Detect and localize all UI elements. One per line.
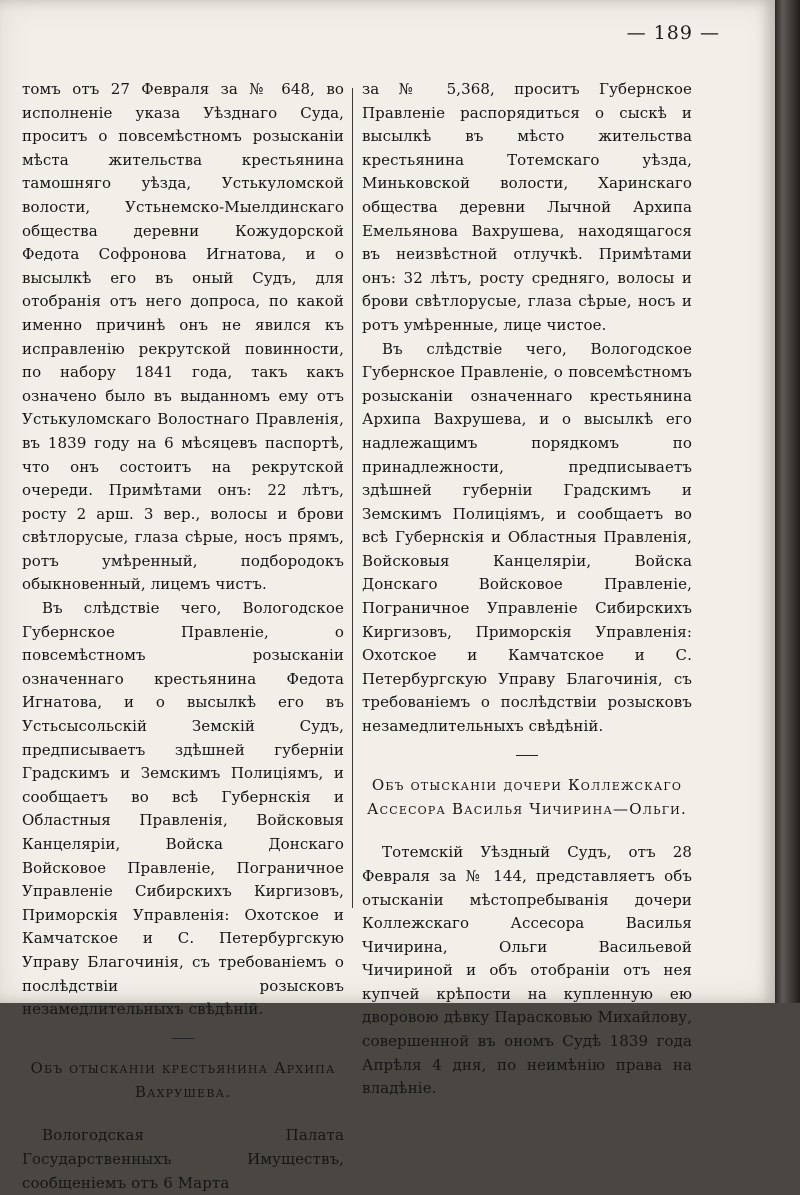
left-column — [22, 78, 344, 1195]
right-column — [362, 78, 692, 1101]
right-paragraph-2: Въ слѣдствіе чего, Вологодское Губернское Правленіе, о повсемѣстномъ розысканіи означеннаго крестьянина Архипа Вахрушева, и о высылкѣ его надлежащимъ порядкомъ по принадлежности, предписываетъ здѣшней губерніи Градскимъ и Земскимъ Полиціямъ, и сообщаетъ во всѣ Губернскія и Областныя Правленія, Войсковыя Канцеляріи, Войска Донскаго Войсковое Правленіе, Пограничное Управленіе Сибирскихъ Киргизовъ, Приморскія Управленія: Охотское и Камчатское и С. Петербургскую Управу Благочинія, съ требованіемъ о послѣдствіи розысковъ незамедлительныхъ свѣдѣній. — [362, 339, 692, 736]
section-divider — [516, 755, 538, 757]
left-paragraph-3: Вологодская Палата Государственныхъ Имуществъ, сообщеніемъ отъ 6 Марта — [22, 1126, 344, 1192]
right-paragraph-3: Тотемскій Уѣздный Судъ, отъ 28 Февраля за № 144, представляетъ объ отысканіи мѣстопребыванія дочери Коллежскаго Ассесора Василья Чичирина, Ольги Васильевой Чичириной и объ отобраніи отъ нея купчей крѣпости на купленную ею дворовою дѣвку Парасковью Михайлову, совершенной въ ономъ Судѣ 1839 года Апрѣля 4 дня, по неимѣнію права на владѣніе. — [362, 843, 692, 1098]
section-divider — [172, 1038, 194, 1040]
left-paragraph-1: томъ отъ 27 Февраля за № 648, во исполненіе указа Уѣзднаго Суда, проситъ о повсемѣстномъ розысканіи мѣста жительства крестьянина тамошняго уѣзда, Устькуломской волости, Устьнемско-Мыелдинскаго общества деревни Кожудорской Федота Софронова Игнатова, и о высылкѣ его въ оный Судъ, для отобранія отъ него допроса, по какой именно причинѣ онъ не явился къ исправленію рекрутской повинности, по набору 1841 года, такъ какъ означено было въ выданномъ ему отъ Устькуломскаго Волостнаго Правленія, въ 1839 году на 6 мѣсяцевъ паспортѣ, что онъ состоитъ на рекрутской очереди. Примѣтами онъ: 22 лѣтъ, росту 2 арш. 3 вер., волосы и брови свѣтлорусые, глаза сѣрые, носъ прямъ, ротъ умѣренный, подбородокъ обыкновенный, лицемъ чистъ. — [22, 80, 344, 594]
right-section-heading: Объ отысканіи дочери Коллежскаго Ассесора Василья Чичирина—Ольги. — [367, 776, 687, 818]
left-paragraph-2: Въ слѣдствіе чего, Вологодское Губернское Правленіе, о повсемѣстномъ розысканіи означеннаго крестьянина Федота Игнатова, и о высылкѣ его въ Устьсысольскій Земскій Судъ, предписываетъ здѣшней губерніи Градскимъ и Земскимъ Полиціямъ, и сообщаетъ во всѣ Губернскія и Областныя Правленія, Войсковыя Канцеляріи, Войска Донскаго Войсковое Правленіе, Пограничное Управленіе Сибирскихъ Киргизовъ, Приморскія Управленія: Охотское и Камчатское и С. Петербургскую Управу Благочинія, съ требованіемъ о послѣдствіи розысковъ незамедлительныхъ свѣдѣній. — [22, 599, 344, 1019]
book-spine-edge — [775, 0, 800, 1003]
left-section-heading: Объ отысканіи крестьянина Архипа Вахрушева. — [30, 1059, 336, 1101]
page-number: — 189 — — [626, 22, 720, 44]
right-paragraph-1: за № 5,368, проситъ Губернское Правленіе распорядиться о сыскѣ и высылкѣ въ мѣсто жительства крестьянина Тотемскаго уѣзда, Миньковской волости, Харинскаго общества деревни Лычной Архипа Емельянова Вахрушева, находящагося въ неизвѣстной отлучкѣ. Примѣтами онъ: 32 лѣтъ, росту средняго, волосы и брови свѣтлорусые, глаза сѣрые, носъ и ротъ умѣренные, лице чистое. — [362, 80, 692, 334]
column-rule — [352, 88, 353, 908]
